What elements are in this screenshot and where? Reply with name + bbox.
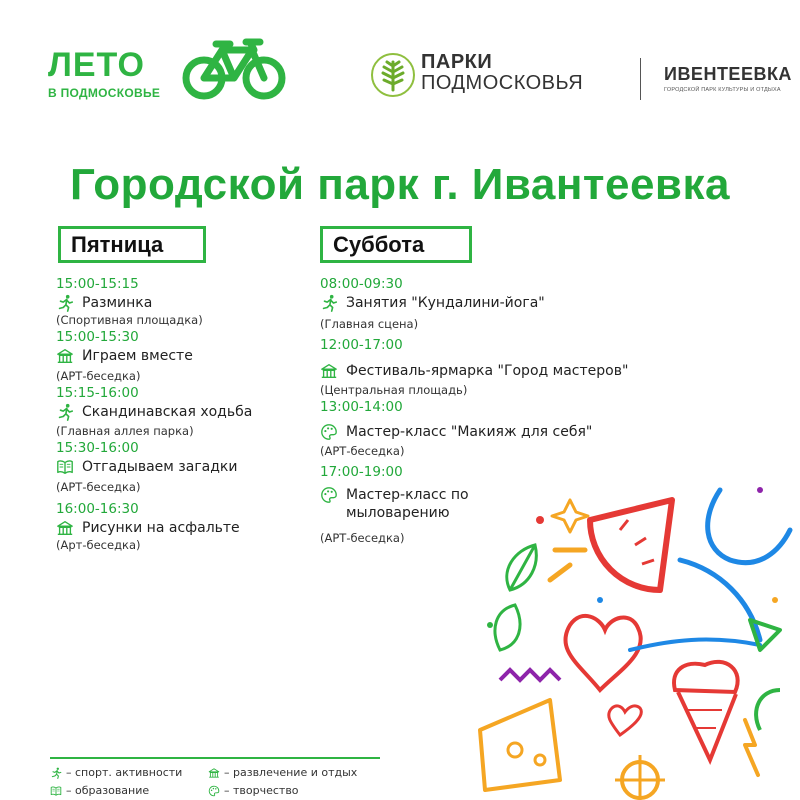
bicycle-icon xyxy=(180,36,288,102)
event-place: (Арт-беседка) xyxy=(56,538,141,552)
day-header-saturday xyxy=(320,226,472,263)
legend-sport-label: – спорт. активности xyxy=(66,766,183,779)
decorative-doodles xyxy=(460,460,800,800)
legend-entertainment xyxy=(208,766,357,779)
legend-creativity-label: – творчество xyxy=(224,784,299,797)
event-place: (АРТ-беседка) xyxy=(320,444,405,458)
list-item xyxy=(320,275,680,332)
ivanteevka-logo xyxy=(664,64,792,93)
leto-logo-title: ЛЕТО xyxy=(48,46,145,84)
event-time: 15:00-15:30 xyxy=(56,329,139,345)
event-name: Мастер-класс по мыловарению xyxy=(346,487,469,521)
list-item xyxy=(56,384,296,439)
ice-cream-icon xyxy=(674,662,738,692)
parks-logo-line1: ПАРКИ xyxy=(421,51,493,73)
event-place: (Главная сцена) xyxy=(320,317,419,331)
legend-sport xyxy=(50,766,182,779)
list-item xyxy=(56,328,296,384)
sport-icon xyxy=(56,403,74,421)
parks-logo xyxy=(368,52,583,94)
leaf-icon xyxy=(495,605,520,650)
event-time: 16:00-16:30 xyxy=(56,501,139,517)
sport-icon xyxy=(50,767,62,779)
creativity-icon xyxy=(320,423,338,441)
event-name: Разминка xyxy=(82,295,153,311)
event-name: Фестиваль-ярмарка "Город мастеров" xyxy=(346,363,629,379)
entertainment-icon xyxy=(320,362,338,380)
event-time: 08:00-09:30 xyxy=(320,276,403,292)
creativity-icon xyxy=(320,486,338,504)
sport-icon xyxy=(320,294,338,312)
event-time: 13:00-14:00 xyxy=(320,399,403,415)
event-place: (АРТ-беседка) xyxy=(320,531,405,545)
sport-icon xyxy=(56,294,74,312)
legend-creativity xyxy=(208,784,299,797)
heart-icon xyxy=(565,616,640,690)
ivanteevka-logo-title: ИВЕНТЕЕВКА xyxy=(664,64,792,84)
legend-education xyxy=(50,784,149,797)
event-time: 12:00-17:00 xyxy=(320,337,403,353)
entertainment-icon xyxy=(56,519,74,537)
list-item xyxy=(56,439,296,495)
header-divider xyxy=(640,58,641,100)
event-name: Играем вместе xyxy=(82,348,193,364)
friday-schedule xyxy=(56,275,296,553)
legend-entertainment-label: – развлечение и отдых xyxy=(224,766,358,779)
list-item xyxy=(56,275,296,328)
swirl-icon xyxy=(680,490,790,640)
event-time: 15:00-15:15 xyxy=(56,276,139,292)
event-time: 15:30-16:00 xyxy=(56,440,139,456)
ivanteevka-logo-subtitle: ГОРОДСКОЙ ПАРК КУЛЬТУРЫ И ОТДЫХА xyxy=(664,87,781,93)
list-item xyxy=(56,500,296,553)
event-name: Мастер-класс "Макияж для себя" xyxy=(346,424,593,440)
event-name: Скандинавская ходьба xyxy=(82,404,253,420)
list-item xyxy=(320,398,680,459)
event-name: Отгадываем загадки xyxy=(82,459,238,475)
watermelon-icon xyxy=(590,500,672,590)
entertainment-icon xyxy=(56,347,74,365)
leto-logo xyxy=(48,48,160,100)
star-icon xyxy=(552,500,588,532)
creativity-icon xyxy=(208,785,220,797)
event-place: (АРТ-беседка) xyxy=(56,480,141,494)
parks-logo-line2: ПОДМОСКОВЬЯ xyxy=(421,72,584,94)
education-icon xyxy=(56,458,74,476)
event-time: 15:15-16:00 xyxy=(56,385,139,401)
entertainment-icon xyxy=(208,767,220,779)
event-name: Занятия "Кундалини-йога" xyxy=(346,295,545,311)
event-place: (Спортивная площадка) xyxy=(56,313,203,327)
event-place: (Главная аллея парка) xyxy=(56,424,194,438)
day-header-friday xyxy=(58,226,206,263)
list-item xyxy=(320,336,680,398)
education-icon xyxy=(50,785,62,797)
leaf-icon xyxy=(507,545,536,590)
legend-divider xyxy=(50,757,380,759)
event-time: 17:00-19:00 xyxy=(320,464,403,480)
day-label-friday: Пятница xyxy=(71,232,164,257)
event-place: (Центральная площадь) xyxy=(320,383,468,397)
leto-logo-subtitle: В ПОДМОСКОВЬЕ xyxy=(48,86,161,100)
day-label-saturday: Суббота xyxy=(333,232,425,257)
event-place: (АРТ-беседка) xyxy=(56,369,141,383)
page-title: Городской парк г. Ивантеевка xyxy=(70,160,730,209)
legend-education-label: – образование xyxy=(66,784,150,797)
zigzag-icon xyxy=(500,670,560,680)
event-name: Рисунки на асфальте xyxy=(82,520,240,536)
